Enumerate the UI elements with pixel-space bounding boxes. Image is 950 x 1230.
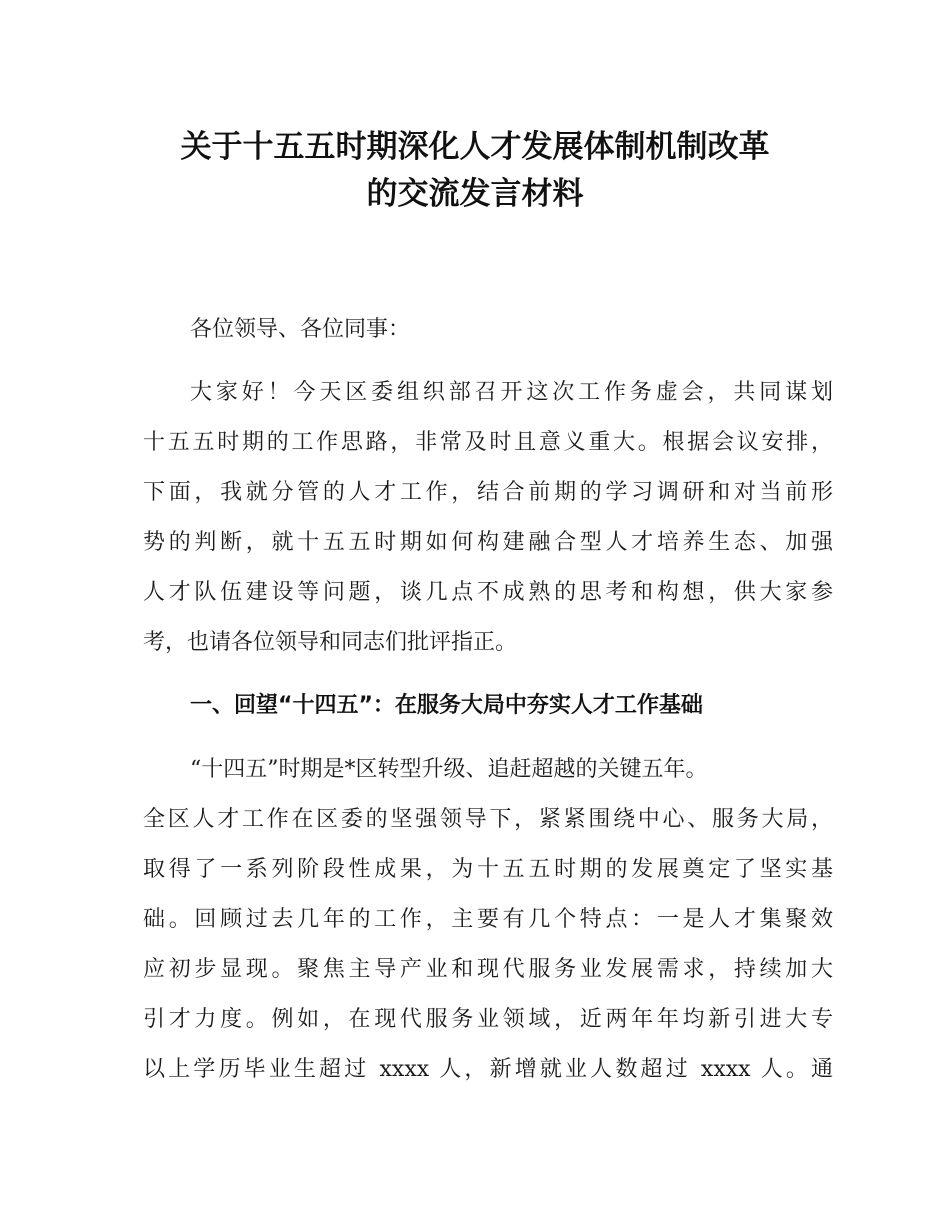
section-heading: 一、回望“十四五”：在服务大局中夯实人才工作基础 — [190, 693, 703, 718]
intro-paragraph-line: 人才队伍建设等问题，谈几点不成熟的思考和构想，供大家参 — [143, 580, 833, 605]
intro-paragraph-line: 考，也请各位领导和同志们批评指正。 — [143, 630, 518, 655]
document-title-line-2: 的交流发言材料 — [366, 176, 584, 212]
intro-paragraph-line: 势的判断，就十五五时期如何构建融合型人才培养生态、加强 — [143, 530, 833, 555]
section-paragraph-line: 以上学历毕业生超过 xxxx 人，新增就业人数超过 xxxx 人。通 — [143, 1057, 833, 1082]
section-paragraph-line: 引才力度。例如，在现代服务业领域，近两年年均新引进大专 — [143, 1007, 833, 1032]
intro-paragraph-line: 大家好！今天区委组织部召开这次工作务虚会，共同谋划 — [190, 380, 833, 405]
section-paragraph-line: “十四五”时期是*区转型升级、追赶超越的关键五年。 — [190, 757, 708, 782]
document-title-line-1: 关于十五五时期深化人才发展体制机制改革 — [180, 129, 770, 165]
intro-paragraph-line: 下面，我就分管的人才工作，结合前期的学习调研和对当前形 — [143, 480, 833, 505]
section-paragraph-line: 应初步显现。聚焦主导产业和现代服务业发展需求，持续加大 — [143, 957, 833, 982]
salutation: 各位领导、各位同事： — [190, 317, 411, 342]
section-paragraph-line: 础。回顾过去几年的工作，主要有几个特点：一是人才集聚效 — [143, 907, 833, 932]
section-paragraph-line: 全区人才工作在区委的坚强领导下，紧紧围绕中心、服务大局， — [143, 807, 833, 832]
intro-paragraph-line: 十五五时期的工作思路，非常及时且意义重大。根据会议安排， — [143, 430, 833, 455]
section-paragraph-line: 取得了一系列阶段性成果，为十五五时期的发展奠定了坚实基 — [143, 857, 833, 882]
